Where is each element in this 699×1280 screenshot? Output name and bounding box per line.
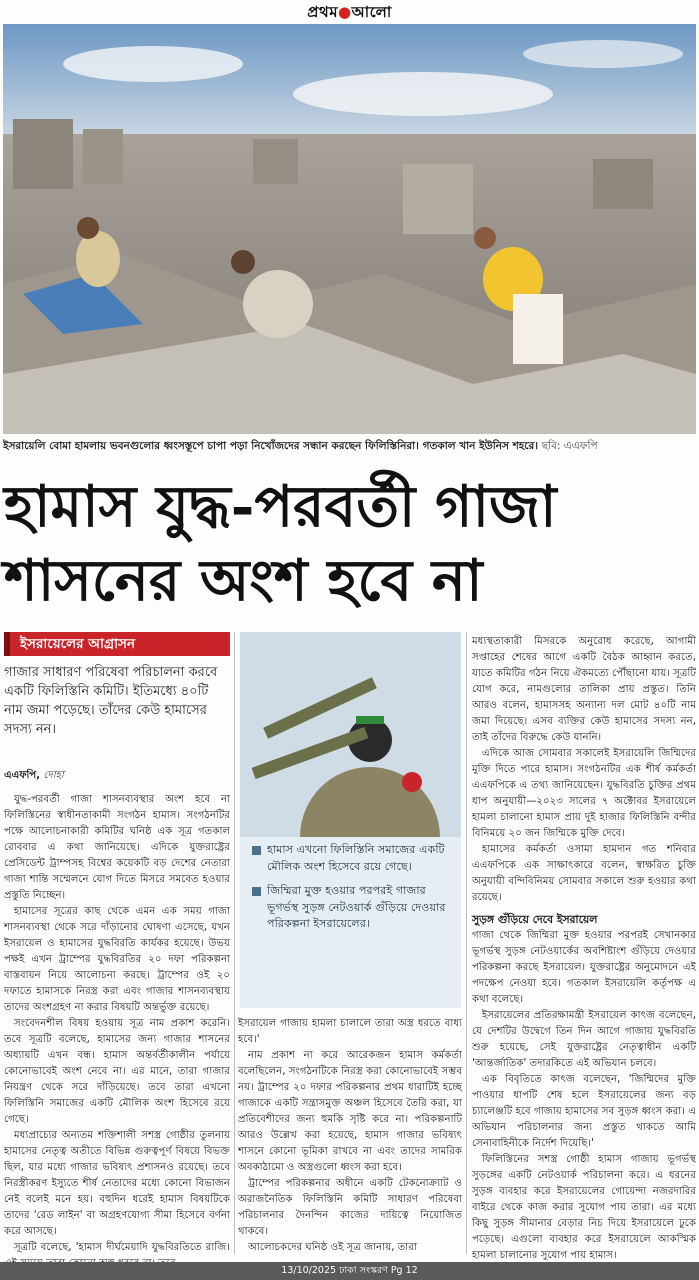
paragraph: ফিলিস্তিনের সশস্ত্র গোষ্ঠী হামাস গাজায় ভূগর্ভস্থ সুড়ঙ্গের একটি নেটওয়ার্ক পরিচালনা করে। এ ধরনের সুড়ঙ্গ ব্যবহার করে ইসরায়েলের গোয়েন্দা নজরদারির বাইরে থেকে কাজ করার সুযোগ পায় তারা। এর মধ্যে কিছু সুড়ঙ্গ সীমানার বেড়ার নিচ দিয়ে ইসরায়েলে ঢুকে পড়েছে। এগুলো ব্যবহার করে ইসরায়েলে আকস্মিক হামলা চালানোর সুযোগ পায় হামাস।: [472, 1154, 696, 1261]
article-column-2: [238, 1016, 462, 1256]
paragraph: যুদ্ধ-পরবর্তী গাজা শাসনব্যবস্থার অংশ হবে না ফিলিস্তিনের স্বাধীনতাকামী সংগঠন হামাস। সংগঠনটির পক্ষে আলোচনাকারী কমিটির ঘনিষ্ঠ এক সূত্র গতকাল রোববার এ কথা জানিয়েছে। এদিকে যুক্তরাষ্ট্রের প্রেসিডেন্ট ট্রাম্পসহ বিশ্বের কয়েকটি বড় দেশের নেতারা গাজা শান্তি সম্মেলনে যোগ দিতে মিসরে সমবেত হওয়ার প্রস্তুতি নিচ্ছেন।: [4, 794, 230, 901]
paragraph: সংবেদনশীল বিষয় হওয়ায় সূত্র নাম প্রকাশ করেনি। তবে সূত্রটি বলেছে, হামাসের জন্য গাজার শাসনের অধ্যায়টি এখন বন্ধ। হামাস অন্তর্বর্তীকালীন পর্যায়ে কোনোভাবেই অংশ নেবে না। এর মানে, তারা গাজার নিয়ন্ত্রণ থেকে সরে দাঁড়িয়েছে। তবে তারা এখনো ফিলিস্তিনি সমাজের একটি মৌলিক অংশ হিসেবে রয়ে গেছে।: [4, 1018, 230, 1125]
pull-quote: [252, 842, 458, 875]
column-divider: [466, 632, 467, 1254]
pull-quote-text: জিম্মিরা মুক্ত হওয়ার পরপরই গাজার ভূগর্ভস্থ সুড়ঙ্গ নেটওয়ার্ক গুঁড়িয়ে দেওয়ার পরিকল্পনা ইসরায়েলের।: [267, 884, 446, 930]
bullet-square-icon: [252, 846, 261, 855]
paragraph: নাম প্রকাশ না করে আরেকজন হামাস কর্মকর্তা বলেছিলেন, সংগঠনটিকে নিরস্ত্র করা কোনোভাবেই সম্ভব নয়। ট্রাম্পের ২০ দফার পরিকল্পনার প্রথম ধারাটিই হচ্ছে গাজাকে একটি সন্ত্রাসমুক্ত অঞ্চল হিসেবে তৈরি করা, যা প্রতিবেশীদের জন্য হুমকি সৃষ্টি করে না। পরিকল্পনাটি আরও উল্লেখ করা হয়েছে, হামাস গাজার ভবিষ্যৎ শাসনে কোনো ভূমিকা রাখবে না এবং তাদের সামরিক অবকাঠামো ও অস্ত্রগুলো ধ্বংস করা হবে।: [238, 1050, 462, 1173]
paragraph: সূত্রটি বলেছে, 'হামাস দীর্ঘমেয়াদি যুদ্ধবিরতিতে রাজি।: [14, 1242, 230, 1253]
paragraph: আলোচকদের ঘনিষ্ঠ ওই সূত্র জানায়, তারা: [248, 1242, 417, 1253]
pull-quotes: [252, 842, 458, 941]
pull-quote-text: হামাস এখনো ফিলিস্তিনি সমাজের একটি মৌলিক অংশ হিসেবে রয়ে গেছে।: [267, 843, 445, 873]
paragraph: ইসরায়েলের প্রতিরক্ষামন্ত্রী ইসরায়েল কাৎজ বলেছেন, যে দেশটির উদ্বেগে তিন দিন আগে গাজায় যুদ্ধবিরতি শুরু হয়েছে, সেই যুক্তরাষ্ট্রের নেতৃত্বাধীন একটি 'আন্তর্জাতিক' তদারকিতে এই অভিযান চলবে।: [472, 1010, 696, 1069]
rubble-scene-image: [3, 24, 696, 434]
paragraph: এদিকে আজ সোমবার সকালেই ইসরায়েলি জিম্মিদের মুক্তি দিতে পারে হামাস। সংগঠনটির এক শীর্ষ কর্মকর্তা এএফপিকে এ তথ্য জানিয়েছেন। যুদ্ধবিরতি চুক্তির প্রথম ধাপ অনুযায়ী—২০২৩ সালের ৭ অক্টোবর ইসরায়েলে হামলা চালানো হামাস প্রায় দুই হাজার ফিলিস্তিনি বন্দীর বিনিময়ে ২০ জন জিম্মিকে মুক্তি দেবে।: [472, 748, 696, 839]
fighter-photo: [240, 632, 461, 837]
headline-line-2: শাসনের অংশ হবে না: [4, 547, 483, 614]
section-tag: ইসরায়েলের আগ্রাসন: [4, 632, 230, 656]
paragraph: গাজা থেকে জিম্মিরা মুক্ত হওয়ার পরপরই সেখানকার ভূগর্ভস্থ সুড়ঙ্গ নেটওয়ার্কের অবশিষ্টাংশ গুঁড়িয়ে দেওয়ার পরিকল্পনা করছে ইসরায়েল। যুক্তরাষ্ট্রের অনুমোদনে এই পদক্ষেপ নেওয়া হবে। গতকাল ইসরায়েলি কর্তৃপক্ষ এ কথা বলেছে।: [472, 930, 696, 1005]
article-summary: গাজার সাধারণ পরিষেবা পরিচালনা করবে একটি ফিলিস্তিনি কমিটি। ইতিমধ্যে ৪০টি নাম জমা পড়েছে। তাঁদের কেউ হামাসের সদস্য নন।: [4, 665, 218, 737]
pull-quote: [252, 883, 458, 933]
paragraph: হামাসের সূত্রের কাছ থেকে এমন এক সময় গাজা শাসনব্যবস্থা থেকে সরে দাঁড়ানোর ঘোষণা এসেছে, যখন ইসরায়েল ও হামাসের যুদ্ধবিরতি কার্যকর হয়েছে। উভয় পক্ষই এখন ট্রাম্পের যুদ্ধবিরতির ২০ দফা পরিকল্পনা বাস্তবায়ন নিয়ে আলোচনা করছে। ট্রাম্পের ওই ২০ দফাতে হামাসকে নিরস্ত্র করা এবং গাজার শাসনব্যবস্থায় তাদের অংশগ্রহণ না করার বিষয়টি অন্তর্ভুক্ত রয়েছে।: [4, 906, 230, 1013]
newspaper-logo: প্রথম●আলো: [307, 3, 392, 21]
page-footer: 13/10/2025 ঢাকা সংস্করণ Pg 12: [0, 1262, 699, 1280]
article-column-1: [4, 792, 230, 1272]
bullet-square-icon: [252, 887, 261, 896]
caption-text: ইসরায়েলি বোমা হামলায় ভবনগুলোর ধ্বংসস্তূপে চাপা পড়া নিখোঁজদের সন্ধান করছেন ফিলিস্তিনিরা। গতকাল খান ইউনিস শহরে।: [3, 440, 539, 452]
lead-photo: [3, 24, 696, 434]
subheading: সুড়ঙ্গ গুঁড়িয়ে দেবে ইসরায়েল: [472, 913, 598, 926]
paragraph: ট্রাম্পের পরিকল্পনার অধীনে একটি টেকনোক্র্যাট ও অরাজনৈতিক ফিলিস্তিনি কমিটি সাধারণ পরিষেবা পরিচালনার দৈনন্দিন কাজের দায়িত্বে নিয়োজিত থাকবে।: [238, 1178, 462, 1237]
paragraph: হামাসের কর্মকর্তা ওসামা হামদান গত শনিবার এএফপিকে এক সাক্ষাৎকারে বলেন, স্বাক্ষরিত চুক্তি অনুযায়ী বন্দিবিনিময় সোমবার সকালে শুরু হওয়ার কথা রয়েছে।: [472, 844, 696, 903]
photo-caption: [3, 436, 696, 456]
headline: [4, 470, 696, 618]
column-divider: [234, 632, 235, 1254]
paragraph: ইসরায়েল গাজায় হামলা চালালে তারা অস্ত্র ধরতে বাধ্য হবে।': [238, 1018, 462, 1045]
byline-agency: এএফপি,: [4, 770, 40, 781]
headline-line-1: হামাস যুদ্ধ-পরবর্তী গাজা: [4, 473, 557, 540]
paragraph: মধ্যপ্রাচ্যের অন্যতম শক্তিশালী সশস্ত্র গোষ্ঠীর তুলনায় হামাসের নেতৃত্ব অতীতে বিভিন্ন গুরুত্বপূর্ণ বিষয়ে বিভক্ত ছিল, যার মধ্যে গাজার ভবিষ্যৎ প্রশাসনও রয়েছে। তবে নিরস্ত্রীকরণ ইস্যুতে শীর্ষ নেতাদের মধ্যে কোনো বিভাজন নেই বলেই মনে হয়। বহুদিন ধরেই হামাস বিষয়টিকে তাদের 'রেড লাইন' বা অগ্রহণযোগ্য সীমা হিসেবে বর্ণনা করে আসছে।: [4, 1130, 230, 1237]
paragraph: এক বিবৃতিতে কাৎজ বলেছেন, 'জিম্মিদের মুক্তি পাওয়ার ধাপটি শেষ হলে ইসরায়েলের জন্য বড় চ্যালেঞ্জটি হবে গাজায় হামাসের সব সুড়ঙ্গ ধ্বংস করা। এ অভিযান পরিচালনার জন্য প্রস্তুত থাকতে আমি সেনাবাহিনীকে নির্দেশ দিয়েছি।': [472, 1074, 696, 1149]
article-column-3: [472, 634, 696, 1264]
paragraph: মধ্যস্থতাকারী মিসরকে অনুরোধ করেছে, আগামী সপ্তাহের শেষের আগে একটি বৈঠক আহ্বান করতে, যাতে কমিটির গঠন নিয়ে ঐকমত্যে পৌঁছানো যায়। সূত্রটি যোগ করে, নামগুলোর তালিকা প্রায় প্রস্তুত। তিনি আরও বলেন, হামাসসহ অন্যান্য দল মোট ৪০টি নাম জমা দিয়েছে। এসব ব্যক্তির কেউ হামাসের সদস্য নন, তাই তাঁদের বিরুদ্ধে কেউ যাননি।: [472, 636, 696, 743]
byline-city: দোহা: [43, 770, 64, 781]
feature-box: [240, 632, 461, 1008]
masthead: [0, 0, 699, 24]
byline: [4, 768, 230, 785]
photo-credit: ছবি: এএফপি: [541, 440, 598, 452]
